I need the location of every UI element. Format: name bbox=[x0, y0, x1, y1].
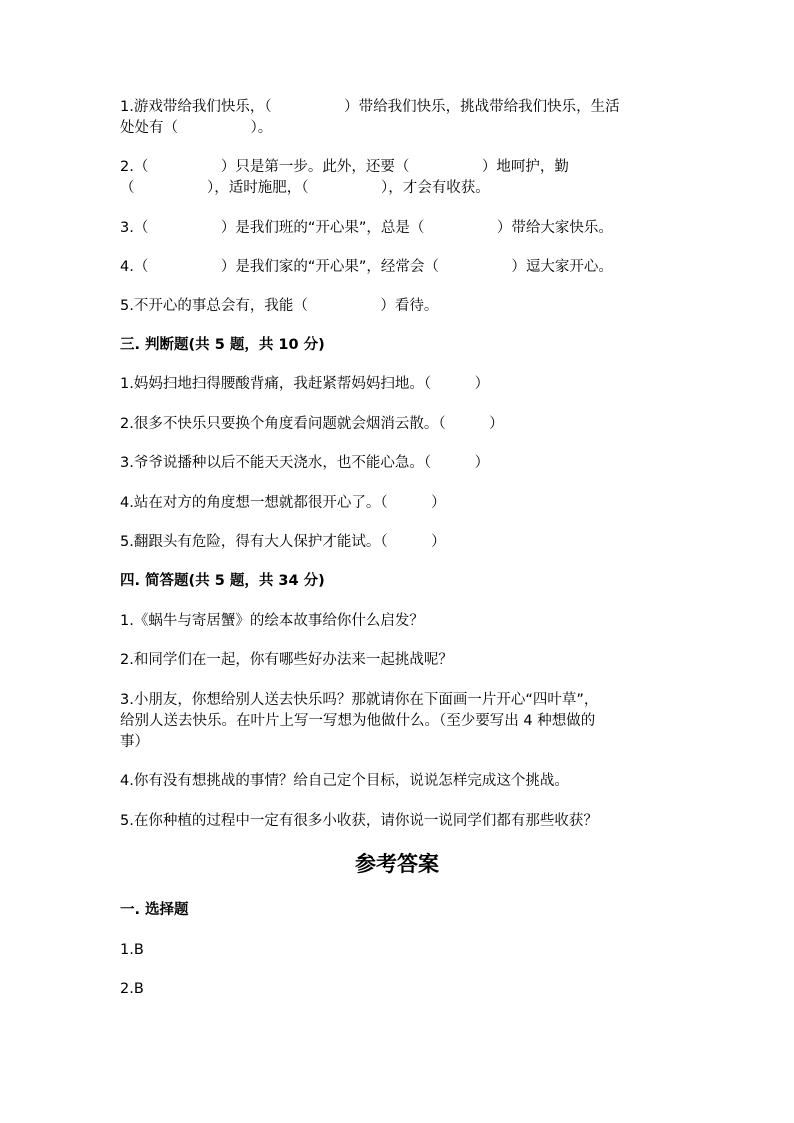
answers-section1-heading: 一. 选择题 bbox=[120, 902, 189, 918]
judge-q3: 3.爷爷说播种以后不能天天浇水，也不能心急。（ ） bbox=[120, 455, 490, 471]
short-answer-q2: 2.和同学们在一起，你有哪些好办法来一起挑战呢？ bbox=[120, 652, 453, 668]
fill-in-q5: 5.不开心的事总会有，我能（ ）看待。 bbox=[120, 298, 439, 314]
section4-heading: 四. 简答题(共 5 题，共 34 分) bbox=[120, 573, 325, 589]
short-answer-q1: 1.《蜗牛与寄居蟹》的绘本故事给你什么启发？ bbox=[120, 613, 424, 629]
fill-in-q2-line2: （ ），适时施肥，（ ），才会有收获。 bbox=[120, 180, 490, 196]
short-answer-q3-line3: 事） bbox=[120, 734, 149, 750]
short-answer-q4: 4.你有没有想挑战的事情？给自己定个目标，说说怎样完成这个挑战。 bbox=[120, 773, 569, 789]
fill-in-q1-line1: 1.游戏带给我们快乐，（ ）带给我们快乐，挑战带给我们快乐，生活 bbox=[120, 99, 620, 115]
judge-q5: 5.翻跟头有危险，得有大人保护才能试。（ ） bbox=[120, 534, 446, 550]
judge-q2: 2.很多不快乐只要换个角度看问题就会烟消云散。（ ） bbox=[120, 416, 504, 432]
answer-item-1: 1.B bbox=[120, 942, 144, 958]
answer-item-2: 2.B bbox=[120, 981, 144, 997]
fill-in-q1-line2: 处处有（ ）。 bbox=[120, 120, 273, 136]
short-answer-q3-line1: 3.小朋友，你想给别人送去快乐吗？那就请你在下面画一片开心“四叶草”， bbox=[120, 692, 599, 708]
section3-heading: 三. 判断题(共 5 题，共 10 分) bbox=[120, 337, 325, 353]
answers-title: 参考答案 bbox=[355, 851, 439, 876]
short-answer-q5: 5.在你种植的过程中一定有很多小收获，请你说一说同学们都有那些收获？ bbox=[120, 813, 598, 829]
judge-q4: 4.站在对方的角度想一想就都很开心了。（ ） bbox=[120, 495, 446, 511]
fill-in-q2-line1: 2.（ ）只是第一步。此外，还要（ ）地呵护，勤 bbox=[120, 159, 569, 175]
judge-q1: 1.妈妈扫地扫得腰酸背痛，我赶紧帮妈妈扫地。（ ） bbox=[120, 376, 490, 392]
short-answer-q3-line2: 给别人送去快乐。在叶片上写一写想为他做什么。（至少要写出 4 种想做的 bbox=[120, 713, 596, 729]
fill-in-q4: 4.（ ）是我们家的“开心果”，经常会（ ）逗大家开心。 bbox=[120, 259, 613, 275]
fill-in-q3: 3.（ ）是我们班的“开心果”，总是（ ）带给大家快乐。 bbox=[120, 220, 613, 236]
